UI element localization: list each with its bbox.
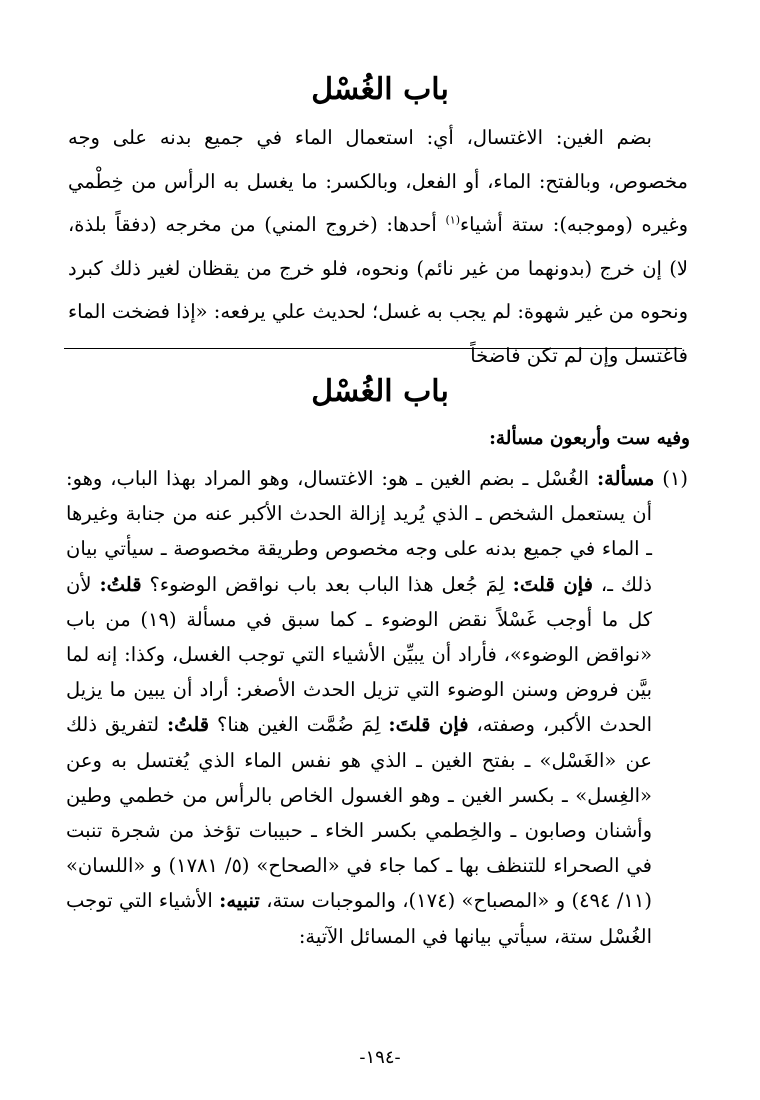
commentary-seg-2: لِمَ جُعل هذا الباب بعد باب نواقض الوضوء؟ xyxy=(141,572,513,596)
section-subheading: وفيه ست وأربعون مسألة: xyxy=(489,428,690,449)
commentary-seg-3: لأن كل ما أوجب غَسْلاً نقض الوضوء ـ كما سبق في مسألة (١٩) من باب «نواقض الوضوء»، فأراد أن يبيِّن الأشياء التي توجب الغسل، وكذا: إنه لما بيَّن فروض وسنن الوضوء التي تزيل الحدث الأصغر: أراد أن يبين ما يزيل الحدث الأكبر، وصفته، xyxy=(66,572,652,737)
matn-paragraph xyxy=(68,116,688,377)
chapter-title-matn: باب الغُسْل xyxy=(311,72,449,107)
footnote-marker: (١) xyxy=(445,213,461,227)
page-number: -١٩٤- xyxy=(359,1047,401,1068)
matn-text-part1: بضم الغين: الاغتسال، أي: استعمال الماء في جميع بدنه على وجه مخصوص، وبالفتح: الماء، أو الفعل، وبالكسر: ما يغسل به الرأس من خِطْمي وغيره (وموجبه): ستة أشياء xyxy=(68,126,688,236)
separator-rule xyxy=(64,348,682,349)
chapter-title-commentary: باب الغُسْل xyxy=(311,374,449,409)
matn-text xyxy=(68,116,688,377)
commentary-seg-6: الأشياء التي توجب الغُسْل ستة، سيأتي بيانها في المسائل الآتية: xyxy=(66,889,652,948)
commentary-text xyxy=(66,461,688,954)
question-label-2: فإن قلتَ: xyxy=(388,713,469,737)
commentary-seg-4: لِمَ ضُمَّت الغين هنا؟ xyxy=(209,713,389,737)
answer-label-2: قلتُ: xyxy=(166,713,210,737)
question-label-1: فإن قلتَ: xyxy=(512,572,593,596)
masala-number: (١) xyxy=(662,467,688,490)
masala-label: مسألة: xyxy=(596,467,655,490)
note-label: تنبيه: xyxy=(219,889,260,913)
answer-label-1: قلتُ: xyxy=(99,572,142,596)
masala-paragraph xyxy=(66,461,688,954)
matn-text-part2: أحدها: (خروج المني) من مخرجه (دفقاً بلذة، لا) إن خرج (بدونهما من غير نائم) ونحوه، فلو خرج من يقظان لغير ذلك كبرد ونحوه من غير شهوة: لم يجب به غسل؛ لحديث علي يرفعه: «إذا فضخت الماء فاغتسل وإن لم تكن فاضخاً xyxy=(68,213,688,367)
commentary-seg-5: لتفريق ذلك عن «الغَسْل» ـ بفتح الغين ـ الذي هو نفس الماء الذي يُغتسل به وعن «الغِسل» ـ بكسر الغين ـ وهو الغسول الخاص بالرأس من خطمي وطين وأشنان وصابون ـ والخِطمي بكسر الخاء ـ حبيبات تؤخذ من شجرة تنبت في الصحراء للتنظف بها ـ كما جاء في «الصحاح» (٥/ ١٧٨١) و «اللسان» (١١/ ٤٩٤) و «المصباح» (١٧٤)، والموجبات ستة، xyxy=(66,713,652,913)
commentary-seg-1: الغُسْل ـ بضم الغين ـ هو: الاغتسال، وهو المراد بهذا الباب، وهو: أن يستعمل الشخص ـ الذي يُريد إزالة الحدث الأكبر عنه من جنابة وغيرها ـ الماء في جميع بدنه على وجه مخصوص وطريقة مخصوصة ـ سيأتي بيان ذلك ـ، xyxy=(66,467,652,596)
